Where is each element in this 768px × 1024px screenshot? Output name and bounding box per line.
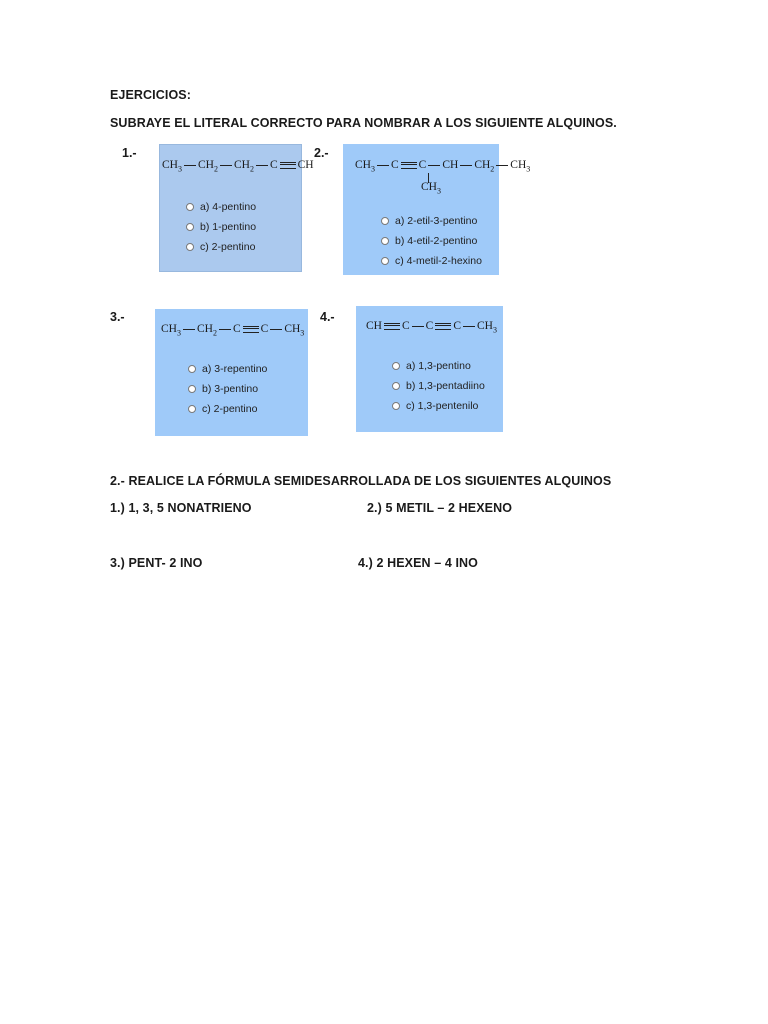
exercise-1-options bbox=[186, 197, 256, 257]
exercise-2-formula: $CH_3$ C C CH $CH_2$ $CH_3$ bbox=[355, 159, 531, 174]
exercise-3-formula: $CH_3$ $CH_2$ C C $CH_3$ bbox=[161, 323, 305, 338]
exercise-3-option-a[interactable]: a) 3-repentino bbox=[188, 359, 267, 379]
exercise-1-card bbox=[159, 144, 314, 272]
radio-icon[interactable] bbox=[186, 223, 194, 231]
exercise-4-option-c[interactable]: c) 1,3-pentenilo bbox=[392, 396, 485, 416]
section2-item-2: 2.) 5 METIL – 2 HEXENO bbox=[367, 501, 513, 515]
exercise-2-card bbox=[343, 144, 531, 275]
radio-icon[interactable] bbox=[392, 362, 400, 370]
section2-item-4: 4.) 2 HEXEN – 4 INO bbox=[358, 556, 478, 570]
exercise-3-label: 3.- bbox=[110, 310, 125, 324]
exercise-2-branch: $CH_3$ bbox=[421, 181, 441, 196]
exercise-1-option-b[interactable]: b) 1-pentino bbox=[186, 217, 256, 237]
section2-item-1: 1.) 1, 3, 5 NONATRIENO bbox=[110, 501, 252, 515]
exercise-2-label: 2.- bbox=[314, 146, 329, 160]
exercise-2-option-a[interactable]: a) 2-etil-3-pentino bbox=[381, 211, 482, 231]
exercise-4-label: 4.- bbox=[320, 310, 335, 324]
exercise-1-formula: $CH_3$ $CH_2$ $CH_2$ C CH bbox=[162, 159, 314, 174]
exercise-1-option-a[interactable]: a) 4-pentino bbox=[186, 197, 256, 217]
exercise-1-option-c[interactable]: c) 2-pentino bbox=[186, 237, 256, 257]
exercise-3-options bbox=[188, 359, 267, 419]
section2-heading: 2.- REALICE LA FÓRMULA SEMIDESARROLLADA DE LOS SIGUIENTES ALQUINOS bbox=[110, 474, 612, 488]
exercise-4-option-b[interactable]: b) 1,3-pentadiino bbox=[392, 376, 485, 396]
radio-icon[interactable] bbox=[186, 243, 194, 251]
radio-icon[interactable] bbox=[381, 237, 389, 245]
exercise-1-label: 1.- bbox=[122, 146, 137, 160]
exercise-4-option-a[interactable]: a) 1,3-pentino bbox=[392, 356, 485, 376]
section1-instruction: SUBRAYE EL LITERAL CORRECTO PARA NOMBRAR A LOS SIGUIENTE ALQUINOS. bbox=[110, 116, 617, 130]
radio-icon[interactable] bbox=[381, 257, 389, 265]
exercise-3-option-b[interactable]: b) 3-pentino bbox=[188, 379, 267, 399]
radio-icon[interactable] bbox=[186, 203, 194, 211]
exercise-2-options bbox=[381, 211, 482, 271]
page-title: EJERCICIOS: bbox=[110, 88, 191, 102]
radio-icon[interactable] bbox=[392, 382, 400, 390]
exercise-4-card bbox=[356, 306, 503, 432]
radio-icon[interactable] bbox=[392, 402, 400, 410]
radio-icon[interactable] bbox=[188, 405, 196, 413]
radio-icon[interactable] bbox=[188, 365, 196, 373]
exercise-3-option-c[interactable]: c) 2-pentino bbox=[188, 399, 267, 419]
exercise-2-option-c[interactable]: c) 4-metil-2-hexino bbox=[381, 251, 482, 271]
exercise-4-options bbox=[392, 356, 485, 416]
exercise-2-option-b[interactable]: b) 4-etil-2-pentino bbox=[381, 231, 482, 251]
radio-icon[interactable] bbox=[381, 217, 389, 225]
section2-item-3: 3.) PENT- 2 INO bbox=[110, 556, 203, 570]
exercise-3-card bbox=[155, 309, 308, 436]
exercise-4-formula: CH C C C $CH_3$ bbox=[366, 320, 497, 335]
radio-icon[interactable] bbox=[188, 385, 196, 393]
